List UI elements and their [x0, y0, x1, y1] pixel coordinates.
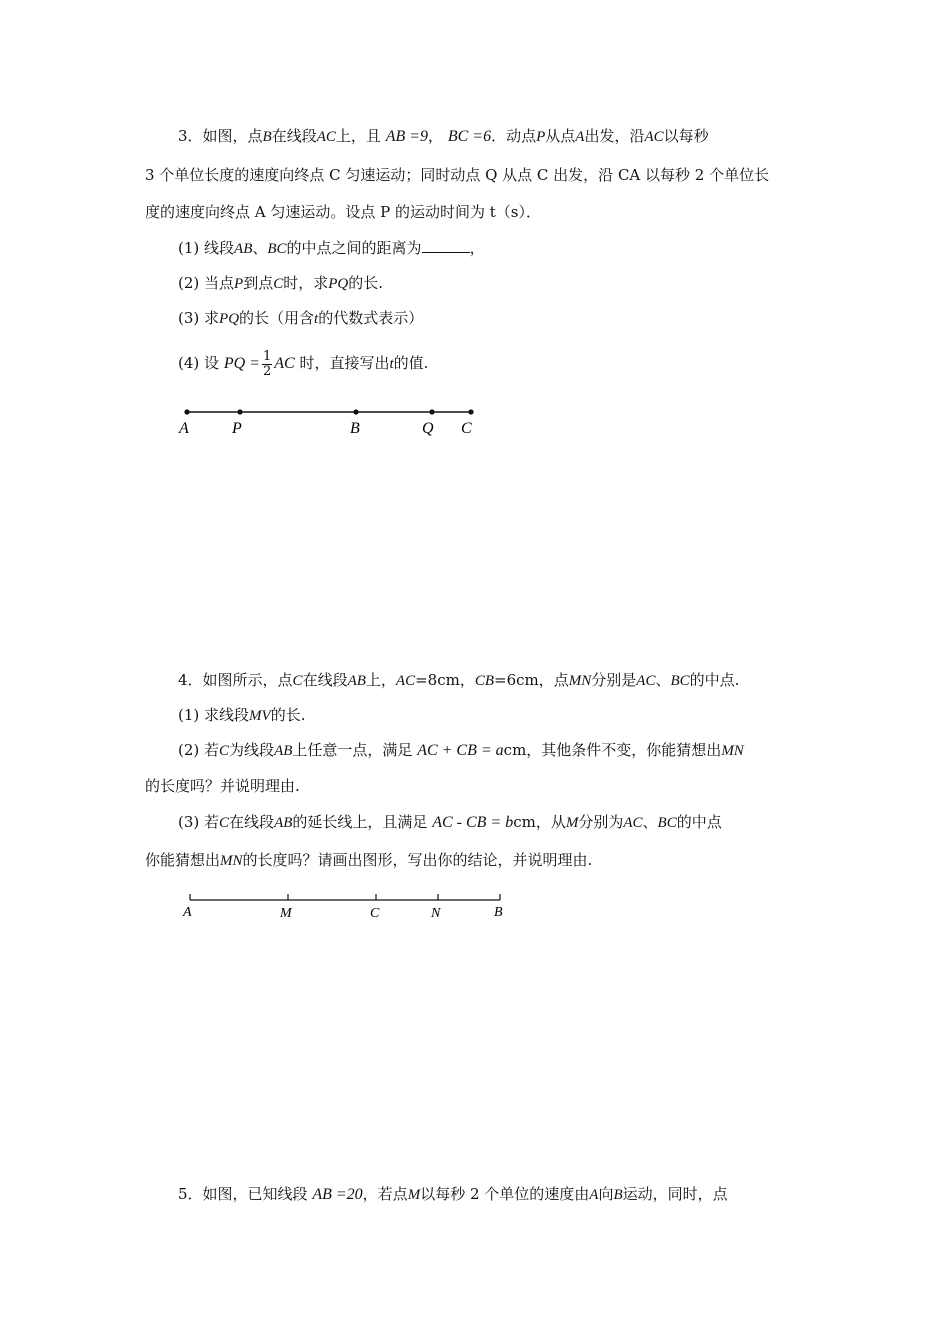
q4-part-3-cont: [145, 850, 592, 871]
point-a-label: A: [183, 905, 192, 920]
q4-var: AC: [395, 673, 416, 689]
point-b-label: B: [494, 905, 503, 920]
q4-text: 的延长线上，且满足: [292, 813, 428, 831]
q3-text: (2) 当点: [178, 274, 235, 292]
q4-text: 分别为: [578, 813, 624, 831]
point-n-label: N: [431, 906, 441, 921]
q4-text: cm: [503, 741, 527, 759]
q3-var: B: [262, 129, 272, 145]
q4-text: (2) 若: [178, 741, 220, 759]
q4-var: AC: [636, 673, 656, 689]
q4-text: ，其他条件不变，你能猜想出: [526, 741, 722, 759]
q4-text: 你能猜想出: [145, 851, 221, 869]
q3-text: 到点: [243, 274, 274, 292]
q3-text: 的代数式表示）: [318, 309, 424, 327]
q4-text: 、: [655, 671, 671, 689]
q4-text: 上任意一点，满足: [292, 741, 413, 759]
q3-text: 的长.: [348, 274, 384, 292]
q3-var: PQ: [328, 276, 349, 292]
q4-text: (1) 求线段: [178, 706, 250, 724]
q5-text: 向: [598, 1185, 614, 1203]
q3-var: C: [273, 276, 284, 292]
q3-var: P: [234, 276, 244, 292]
q3-math: AC: [274, 355, 295, 372]
q3-figure: [175, 400, 495, 440]
answer-blank[interactable]: [422, 238, 470, 253]
q3-var: AB: [234, 241, 253, 257]
q4-part-1: [178, 705, 305, 726]
q4-text: =6cm，点: [494, 671, 569, 689]
q3-text: 的中点之间的距离为: [286, 239, 422, 257]
q4-text: 的长.: [270, 706, 306, 724]
point-a-label: A: [179, 420, 189, 437]
q5-math: AB =20: [312, 1186, 363, 1203]
point-c-label: C: [461, 420, 472, 437]
q4-math: AC + CB = a: [417, 742, 504, 759]
q4-text: =8cm，: [415, 671, 475, 689]
q4-var: AB: [274, 743, 293, 759]
q3-text: (3) 求: [178, 309, 220, 327]
q3-var: AC: [316, 129, 336, 145]
point-p-dot: [237, 409, 242, 414]
q4-var: M: [565, 815, 579, 831]
q4-figure: [178, 890, 518, 924]
q3-text: 的值.: [393, 354, 429, 372]
q4-text: 上，: [365, 671, 396, 689]
q3-part-2: [178, 273, 383, 294]
q3-text: (1) 线段: [178, 239, 235, 257]
q3-math: PQ =: [223, 355, 260, 372]
q4-part-2-cont: 的长度吗？并说明理由.: [145, 777, 300, 795]
q4-text: 的长度吗？请画出图形，写出你的结论，并说明理由.: [242, 851, 593, 869]
q3-math: AB =9: [385, 128, 429, 145]
q3-var: PQ: [219, 311, 240, 327]
q3-text: 、: [252, 239, 268, 257]
q3-line-1: [178, 126, 709, 147]
q5-text: 运动，同时，点: [622, 1185, 728, 1203]
q3-text: (4) 设: [178, 354, 220, 372]
point-q-label: Q: [422, 420, 434, 437]
q4-var: BC: [657, 815, 677, 831]
q4-var: BC: [670, 673, 690, 689]
q3-line-3: 度的速度向终点 A 匀速运动。设点 P 的运动时间为 t（s）．: [145, 203, 541, 221]
q4-var: C: [219, 815, 230, 831]
q5-var: M: [407, 1187, 421, 1203]
point-a-dot: [184, 409, 189, 414]
q4-var: AB: [347, 673, 366, 689]
q3-text: 上，且: [335, 127, 381, 145]
q3-text: 的长（用含: [239, 309, 315, 327]
q3-var: BC: [267, 241, 287, 257]
fraction-numerator: 1: [262, 348, 272, 364]
q4-math: AC - CB = b: [432, 814, 514, 831]
q4-var: MN: [568, 673, 592, 689]
q3-var: t: [389, 356, 394, 372]
q3-var: A: [575, 129, 585, 145]
q3-text: 3．如图，点: [178, 127, 263, 145]
q4-var: C: [219, 743, 230, 759]
q3-text: 时，直接写出: [299, 354, 390, 372]
q4-var: AB: [274, 815, 293, 831]
point-q-dot: [429, 409, 434, 414]
q3-var: t: [314, 311, 319, 327]
q4-var: MV: [249, 708, 271, 724]
point-b-dot: [353, 409, 358, 414]
q3-text: 时，求: [283, 274, 329, 292]
fraction: [262, 350, 272, 379]
q3-text: ，: [469, 239, 485, 257]
point-m-label: M: [280, 906, 292, 921]
q4-var: C: [292, 673, 303, 689]
point-p-label: P: [232, 420, 242, 437]
point-c-label: C: [370, 906, 380, 921]
q3-text: 从点: [545, 127, 576, 145]
q4-text: 、: [642, 813, 658, 831]
q4-text: cm: [513, 813, 536, 831]
q3-math: BC =6: [447, 128, 492, 145]
q4-var: MN: [721, 743, 744, 759]
q5-line-1: [178, 1184, 728, 1205]
point-c-dot: [468, 409, 473, 414]
q3-line-2: 3 个单位长度的速度向终点 C 匀速运动；同时动点 Q 从点 C 出发，沿 CA 以每秒 2 个单位长: [145, 166, 770, 184]
q3-text: 在线段: [271, 127, 317, 145]
q5-var: A: [589, 1187, 599, 1203]
q4-text: ，从: [535, 813, 566, 831]
q4-text: 在线段: [229, 813, 275, 831]
q3-part-4: [178, 346, 428, 381]
q4-text: 4．如图所示，点: [178, 671, 293, 689]
q3-text: 以每秒: [663, 127, 709, 145]
q4-var: AC: [623, 815, 643, 831]
q4-line-1: [178, 670, 739, 691]
q3-var: AC: [644, 129, 664, 145]
q5-text: 以每秒 2 个单位的速度由: [420, 1185, 590, 1203]
q4-text: 的中点: [676, 813, 722, 831]
q5-var: B: [613, 1187, 623, 1203]
q5-text: 5．如图，已知线段: [178, 1185, 308, 1203]
fraction-denominator: 2: [262, 363, 272, 379]
q4-part-2: [178, 740, 744, 761]
q3-part-1: [178, 238, 485, 259]
q3-part-3: [178, 308, 423, 329]
q4-text: 分别是: [591, 671, 637, 689]
q4-var: CB: [474, 673, 495, 689]
q4-part-3: [178, 812, 722, 833]
q5-text: ，若点: [362, 1185, 408, 1203]
q4-var: MN: [220, 853, 243, 869]
q3-text: ，: [428, 127, 444, 145]
q4-text: (3) 若: [178, 813, 220, 831]
q4-text: 在线段: [302, 671, 348, 689]
q3-text: 出发，沿: [584, 127, 645, 145]
q3-var: P: [536, 129, 546, 145]
q4-text: 的中点.: [689, 671, 740, 689]
q3-text: ．动点: [491, 127, 537, 145]
point-b-label: B: [350, 420, 360, 437]
q4-text: 为线段: [229, 741, 275, 759]
